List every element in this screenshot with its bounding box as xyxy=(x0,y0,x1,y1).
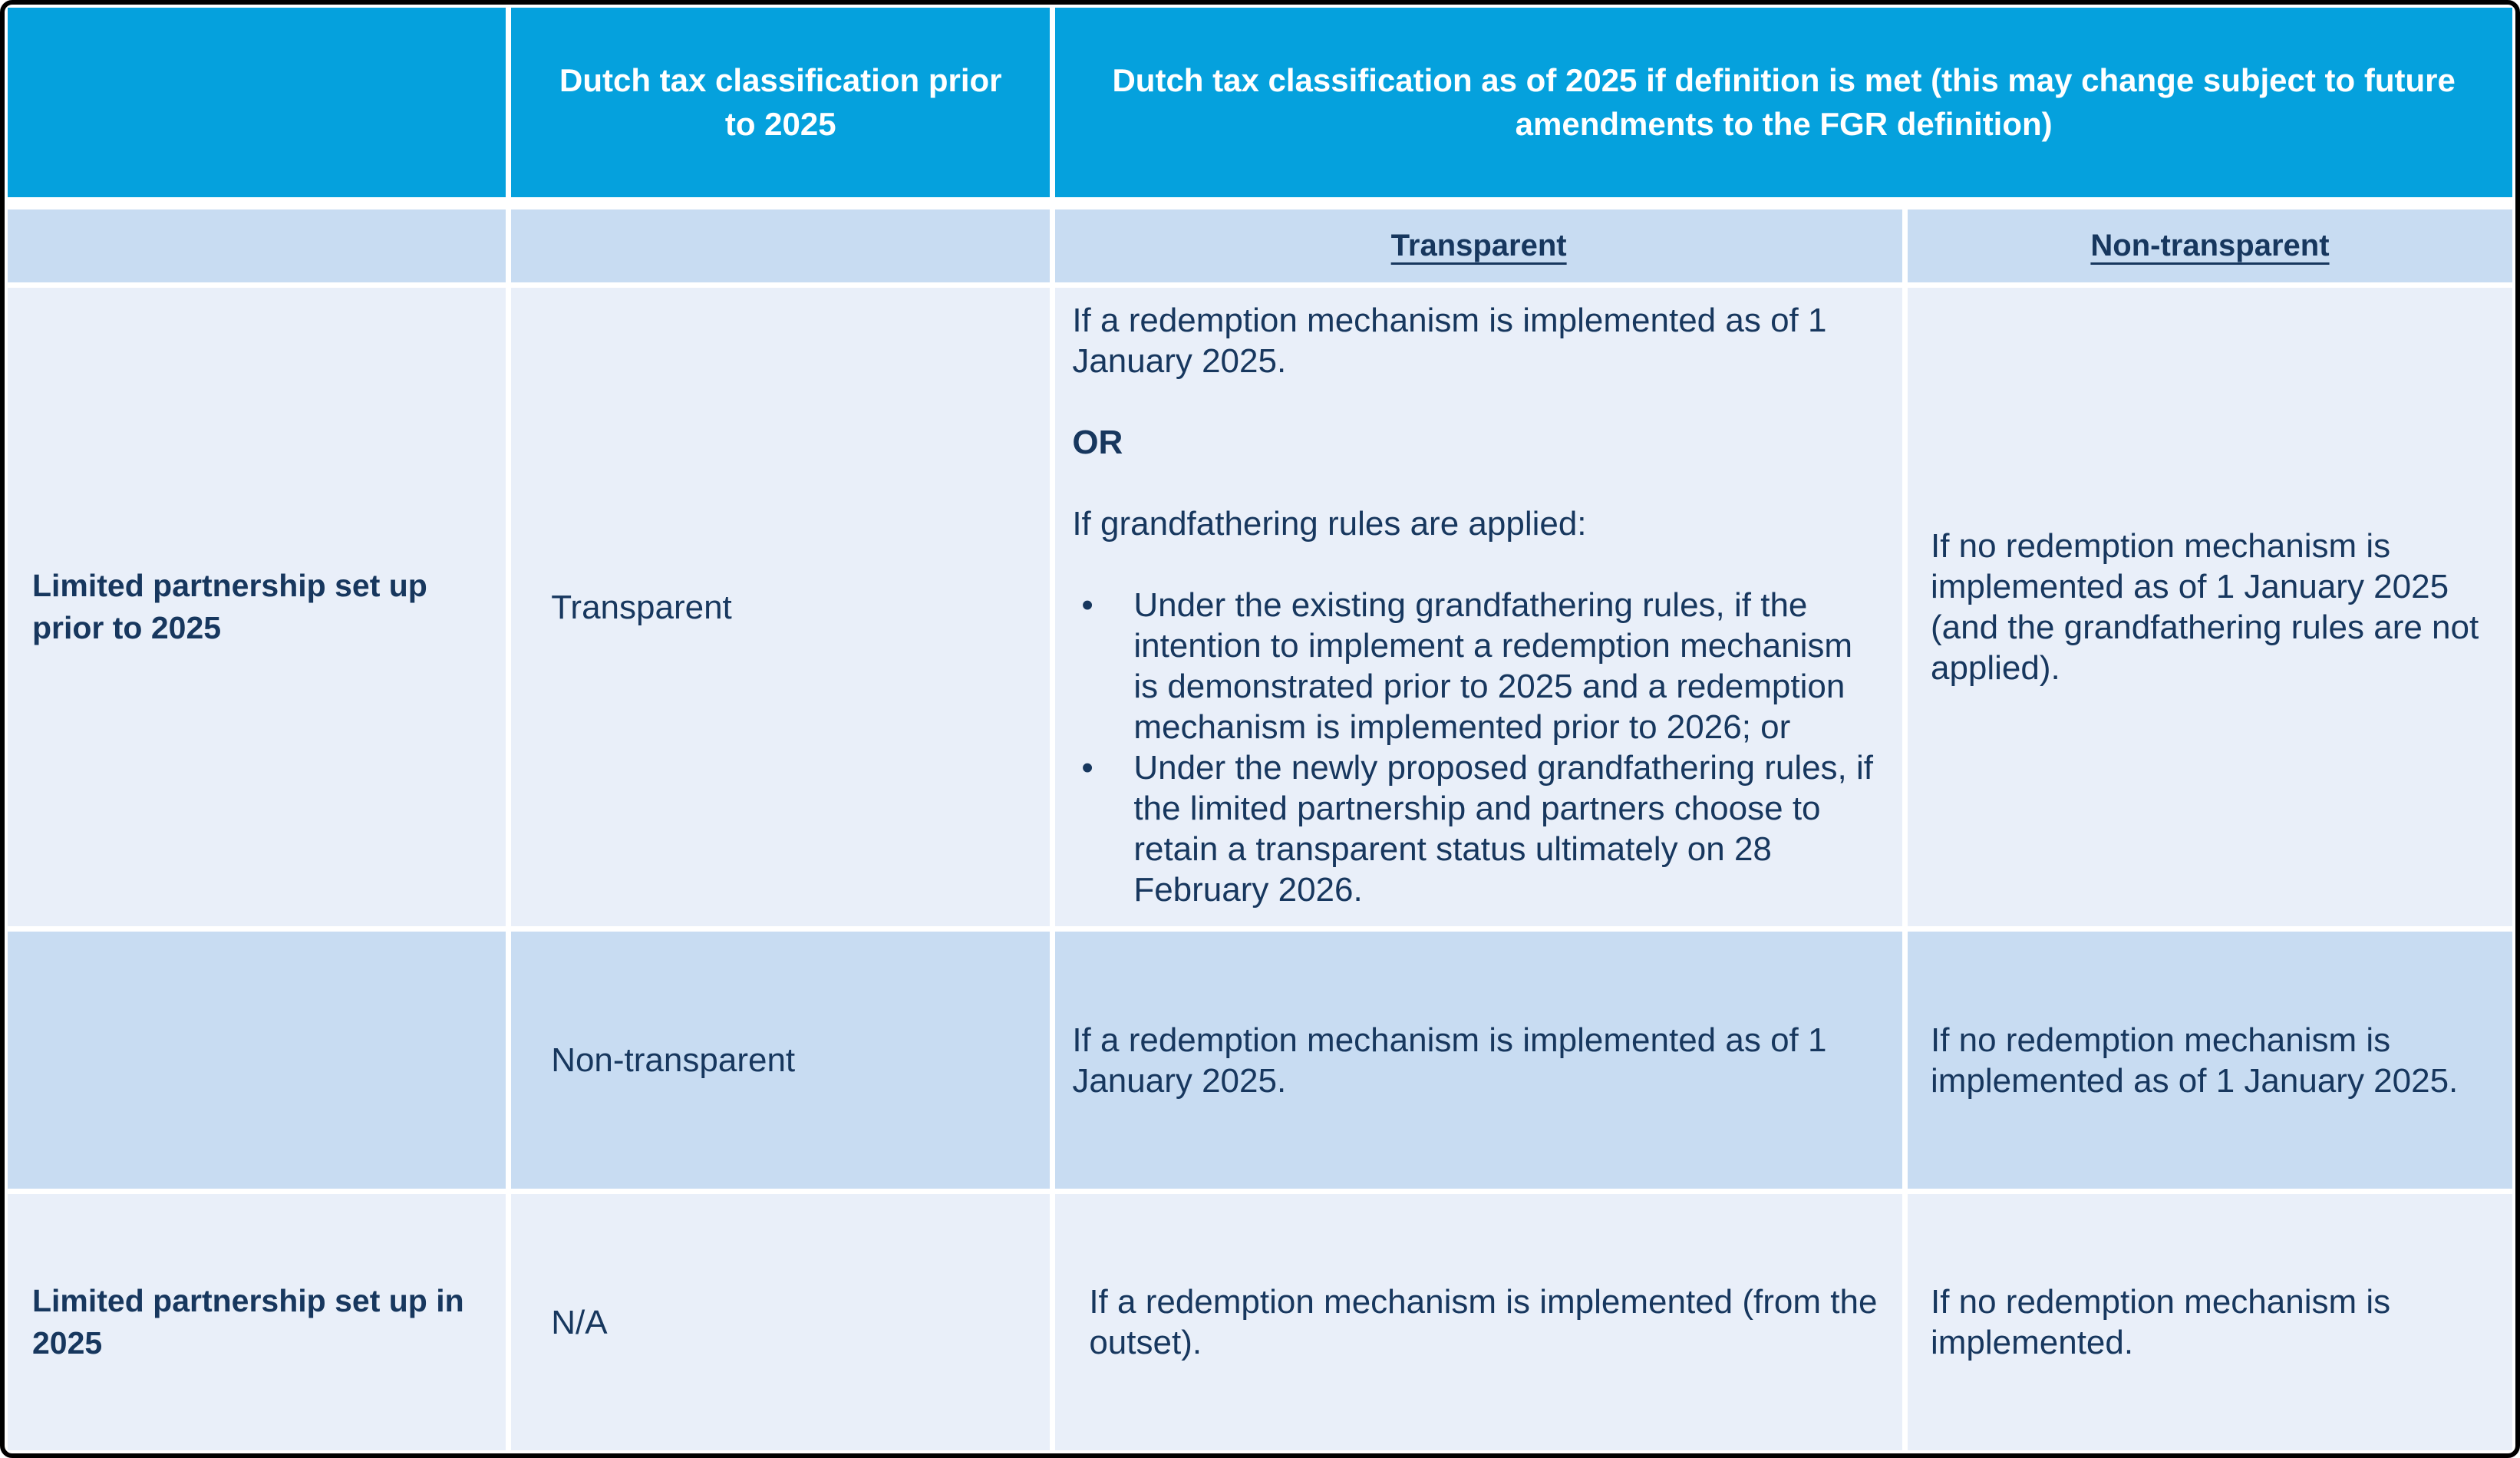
row3-non-transparent-outcome-cell: If no redemption mechanism is implemented. xyxy=(1908,1194,2512,1450)
bullet-marker: • xyxy=(1081,749,1093,787)
row2-label-cell xyxy=(8,932,506,1189)
row1-transparent-paragraph-2: If grandfathering rules are applied: xyxy=(1072,505,1587,543)
row1-prior-classification-cell: Transparent xyxy=(511,288,1050,926)
row1-bullet-text-1: Under the existing grandfathering rules, if the intention to implement a redemption mechanism is demonstrated prior to 2025 and a redemption mechanism is implemented prior to 2026; or xyxy=(1133,586,1853,746)
row2-non-transparent-outcome-cell: If no redemption mechanism is implemented as of 1 January 2025. xyxy=(1908,932,2512,1189)
row1-bullet-item-2 xyxy=(1072,747,1882,910)
subheader-cell-non-transparent xyxy=(1908,209,2512,282)
row1-transparent-paragraph-1: If a redemption mechanism is implemented as of 1 January 2025. xyxy=(1072,302,1827,380)
classification-table xyxy=(8,8,2512,1450)
row1-bullet-item-1 xyxy=(1072,585,1882,747)
row3-prior-classification-cell: N/A xyxy=(511,1194,1050,1450)
row3-label-cell: Limited partnership set up in 2025 xyxy=(8,1194,506,1450)
row2-prior-classification-cell: Non-transparent xyxy=(511,932,1050,1189)
header-cell-as-of-2025: Dutch tax classification as of 2025 if definition is met (this may change subject to future amendments to the FGR definition) xyxy=(1055,8,2512,197)
bullet-marker: • xyxy=(1081,586,1093,624)
subheader-cell-blank-2 xyxy=(511,209,1050,282)
row1-transparent-or-label: OR xyxy=(1072,424,1123,461)
subheader-cell-transparent xyxy=(1055,209,1902,282)
subheader-label-non-transparent: Non-transparent xyxy=(2090,229,2330,262)
row3-transparent-outcome-cell: If a redemption mechanism is implemented (from the outset). xyxy=(1055,1194,1902,1450)
subheader-label-transparent: Transparent xyxy=(1390,229,1567,262)
row1-bullet-text-2: Under the newly proposed grandfathering rules, if the limited partnership and partners choose to retain a transparent status ultimately on 28 February 2026. xyxy=(1133,749,1874,909)
header-cell-blank xyxy=(8,8,506,197)
row2-transparent-outcome-cell: If a redemption mechanism is implemented as of 1 January 2025. xyxy=(1055,932,1902,1189)
subheader-cell-blank-1 xyxy=(8,209,506,282)
row1-transparent-outcome-cell xyxy=(1055,288,1902,926)
header-cell-prior-2025: Dutch tax classification prior to 2025 xyxy=(511,8,1050,197)
row1-non-transparent-outcome-cell: If no redemption mechanism is implemented as of 1 January 2025 (and the grandfathering rules are not applied). xyxy=(1908,288,2512,926)
row1-label-cell: Limited partnership set up prior to 2025 xyxy=(8,288,506,926)
